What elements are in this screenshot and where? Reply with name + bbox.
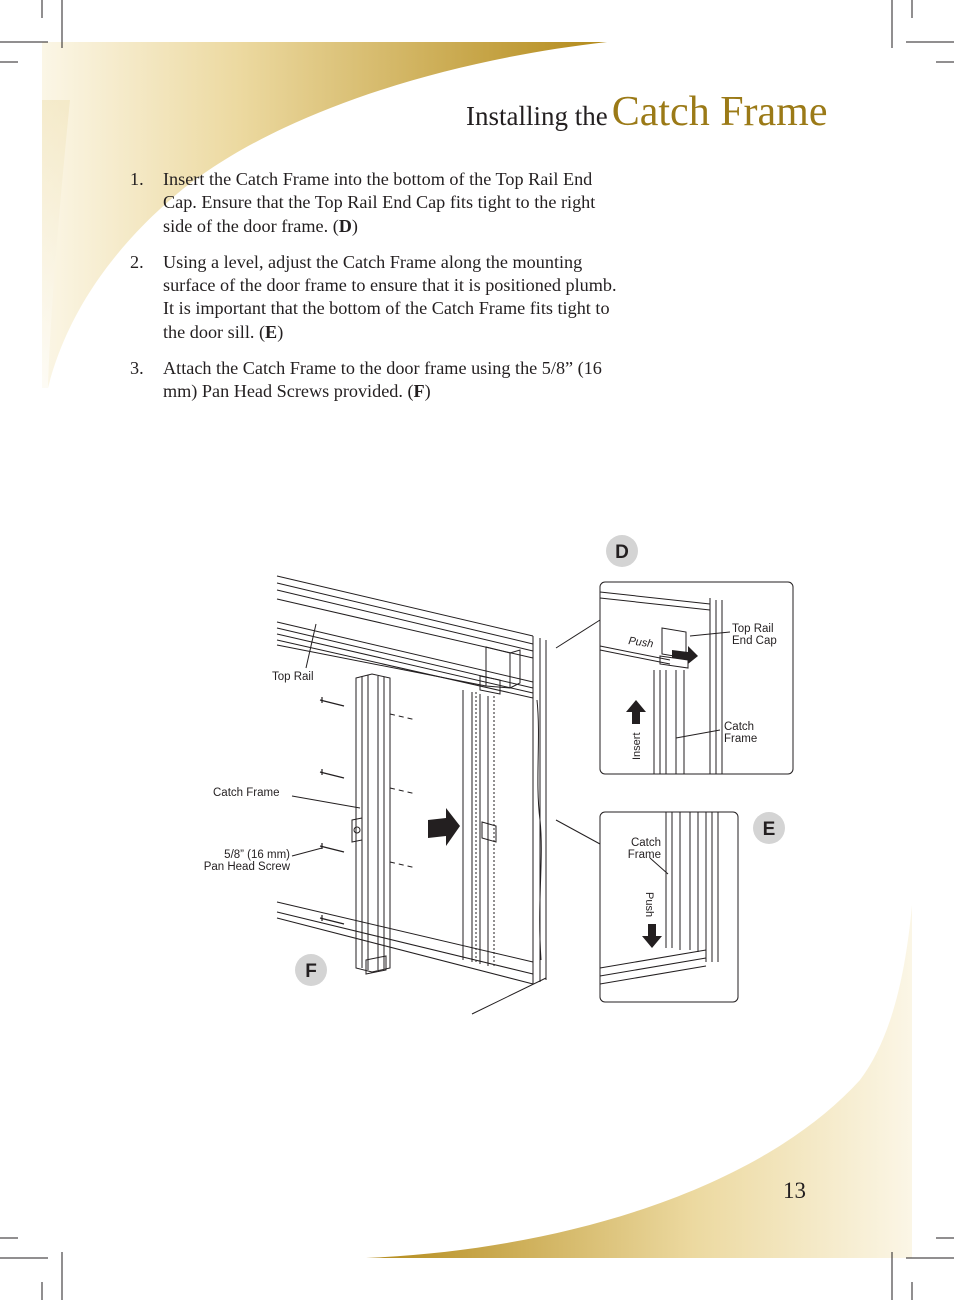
step-number: 3. xyxy=(130,358,144,379)
step-figure-ref: D xyxy=(338,215,352,236)
badge-d: D xyxy=(615,542,629,563)
step-text: Attach the Catch Frame to the door frame using the 5/8” (16 mm) Pan Head Screws provided. ( xyxy=(163,358,602,402)
screws xyxy=(320,697,344,924)
label-top-rail: Top Rail xyxy=(272,671,314,683)
step-close: ) xyxy=(351,215,358,236)
label-d-push: Push xyxy=(627,635,655,651)
label-d-endcap-line2: End Cap xyxy=(732,635,777,647)
step-text: Using a level, adjust the Catch Frame along the mounting surface of the door frame to ensure that it is positioned plumb. It is important that the bottom of the Catch Frame fits tight to the door sill. ( xyxy=(163,251,617,342)
step-close: ) xyxy=(277,321,284,342)
step-number: 2. xyxy=(130,251,144,272)
push-arrow xyxy=(428,808,460,846)
label-e-push: Push xyxy=(643,892,655,918)
label-screw-line1: 5/8” (16 mm) xyxy=(224,849,290,861)
label-catch-frame: Catch Frame xyxy=(213,787,280,799)
title-prefix: Installing the xyxy=(466,101,608,131)
label-d-catch-line1: Catch xyxy=(724,721,755,733)
callout-e xyxy=(600,812,738,1002)
insert-up-arrow xyxy=(626,700,646,724)
step-text: Insert the Catch Frame into the bottom of the Top Rail End Cap. Ensure that the Top Rail End Cap fits tight to the right side of the door frame. ( xyxy=(163,169,596,236)
label-d-insert: Insert xyxy=(631,732,643,760)
step-figure-ref: F xyxy=(413,381,425,402)
catch-frame-part xyxy=(352,674,390,974)
label-e-catch-line2: Frame xyxy=(627,849,661,861)
label-screw-line2: Pan Head Screw xyxy=(203,861,290,873)
badge-e: E xyxy=(762,819,776,840)
title-main: Catch Frame xyxy=(611,89,828,135)
label-e-catch-line1: Catch xyxy=(630,837,661,849)
push-down-arrow xyxy=(642,924,662,948)
step-number: 1. xyxy=(130,169,144,189)
page-number: 13 xyxy=(783,1178,806,1203)
step-close: ) xyxy=(424,381,431,402)
label-d-endcap-line1: Top Rail xyxy=(732,623,774,635)
door-frame-drawing xyxy=(277,576,600,1014)
callout-d xyxy=(600,582,793,774)
push-right-arrow xyxy=(672,646,698,664)
badge-f: F xyxy=(305,961,317,982)
step-figure-ref: E xyxy=(265,321,278,342)
label-d-catch-line2: Frame xyxy=(724,733,758,745)
